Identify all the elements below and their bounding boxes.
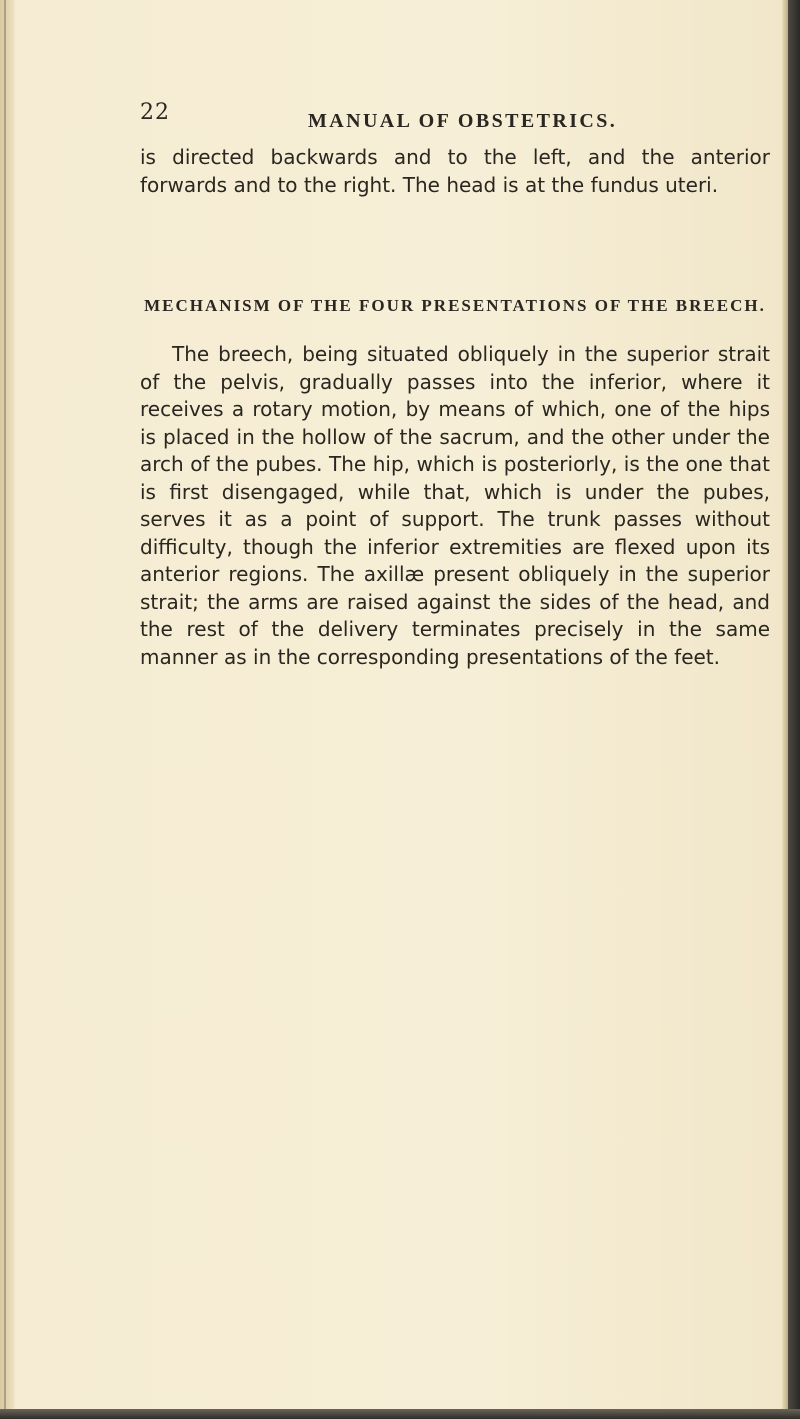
body-paragraph: The breech, being situated obliquely in the superior strait of the pelvis, gradually passes into the inferior, where it receives a rotary motion, by means of which, one of the hips is placed in the hollow of the sacrum, and the other under the arch of the pubes. The hip, which is posteriorly, is the one that is first disengaged, while that, which is under the pubes, serves it as a point of support. The trunk passes without difficulty, though the inferior extremities are flexed upon its anterior regions. The axillæ present obliquely in the superior strait; the arms are raised against the sides of the head, and the rest of the delivery terminates precisely in the same manner as in the corresponding presentations of the feet.	[140, 342, 770, 669]
page-number: 22	[140, 100, 170, 125]
page-bottom-edge	[0, 1409, 800, 1419]
page-gutter	[0, 0, 14, 1419]
page-edge-shadow	[788, 0, 800, 1419]
section-heading: MECHANISM OF THE FOUR PRESENTATIONS OF THE BREECH.	[144, 296, 766, 315]
gutter-line	[4, 0, 6, 1419]
continuation-paragraph: is directed backwards and to the left, and the anterior forwards and to the right. The head is at the fundus uteri.	[140, 145, 770, 197]
page-header	[140, 100, 760, 134]
running-head: MANUAL OF OBSTETRICS.	[308, 110, 618, 132]
